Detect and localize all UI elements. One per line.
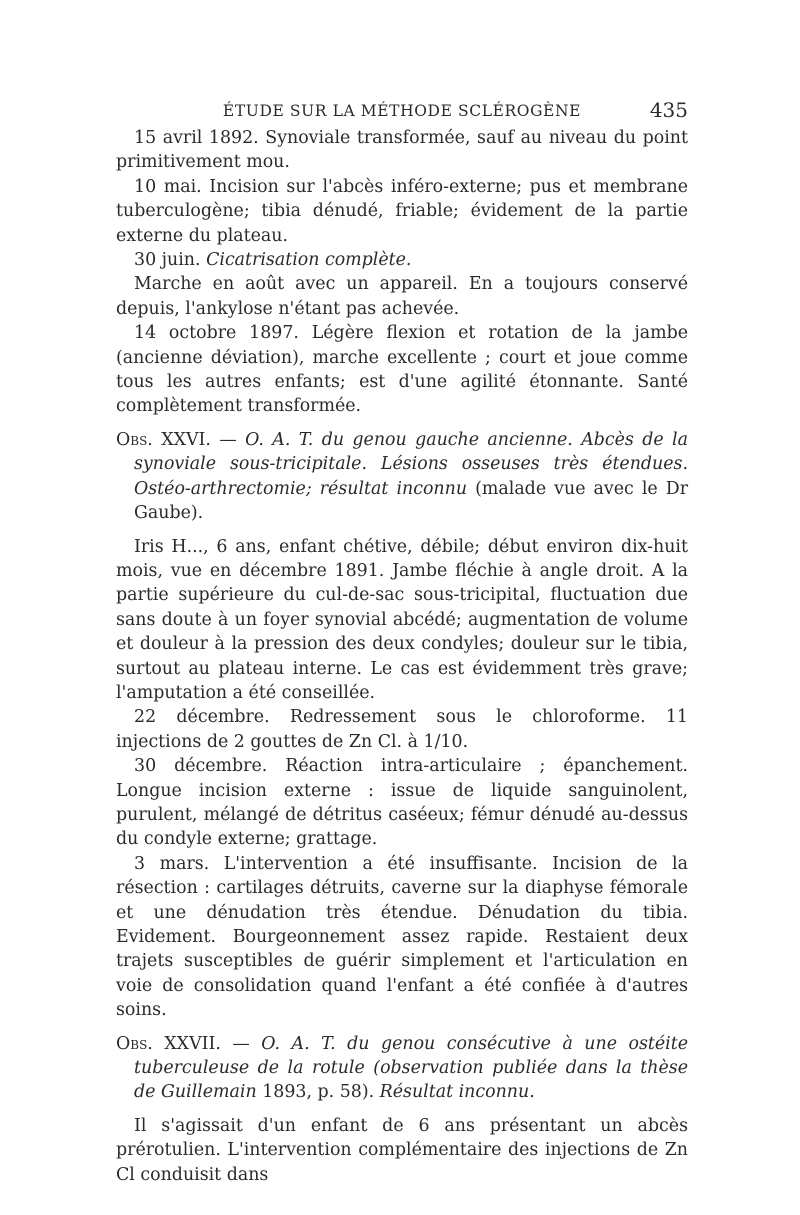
observation-note: (malade vue avec le Dr Gaube). [134,478,689,524]
observation-result: Résultat inconnu. [379,1082,535,1103]
running-title: ÉTUDE SUR LA MÉTHODE SCLÉROGÈNE [222,102,582,120]
observation-label: Obs. XXVI. [116,429,211,450]
observation-title: — O. A. T. du genou gauche ancienne. Abcès de la synoviale sous-tricipitale. Lésions osseuses très étendues. Ostéo-arthrectomie; résultat inconnu [134,429,688,499]
paragraph: Iris H..., 6 ans, enfant chétive, débile; début environ dix-huit mois, vue en décembre 1891. Jambe fléchie à angle droit. A la partie supérieure du cul-de-sac sous-tricipital, fluctuation due sans doute à un foyer synovial abcédé; augmentation de volume et douleur à la pression des deux condyles; douleur sur le tibia, surtout au plateau interne. Le cas est évidemment très grave; l'amputation a été conseillée. [116,536,688,703]
paragraph: 3 mars. L'intervention a été insuffisante. Incision de la résection : cartilages détruits, caverne sur la diaphyse fémorale et une dénudation très étendue. Dénudation du tibia. Evidement. Bourgeonnement assez rapide. Restaient deux trajets susceptibles de guérir simplement et l'articulation en voie de consolidation quand l'enfant a été confiée à d'autres soins. [116,853,688,1021]
observation-title: — O. A. T. du genou consécutive à une ostéite tuberculeuse de la rotule (observation publiée dans la thèse de Guillemain [134,1033,688,1103]
italic-text: Cicatrisation complète. [206,250,412,271]
page-number: 435 [649,98,688,122]
book-page [116,96,688,1187]
observation-label: Obs. XXVII. [116,1033,221,1054]
paragraph: 30 décembre. Réaction intra-articulaire ; épanchement. Longue incision externe : issue de liquide sanguinolent, purulent, mélangé de détritus caséeux; fémur dénudé au-dessus du condyle externe; grattage. [116,756,688,850]
observation-heading [116,1032,688,1105]
observation-note: 1893, p. 58). [262,1082,375,1103]
date-text: 30 juin. [134,250,201,271]
paragraph: Marche en août avec un appareil. En a toujours conservé depuis, l'ankylose n'étant pas achevée. [116,274,688,319]
paragraph: Il s'agissait d'un enfant de 6 ans présentant un abcès prérotulien. L'intervention complémentaire des injections de Zn Cl conduisit dans [116,1115,688,1185]
paragraph: 22 décembre. Redressement sous le chloroforme. 11 injections de 2 gouttes de Zn Cl. à 1/10. [116,707,688,752]
body-text [116,126,688,1187]
paragraph [116,248,688,272]
paragraph: 15 avril 1892. Synoviale transformée, sauf au niveau du point primitivement mou. [116,128,688,173]
paragraph: 10 mai. Incision sur l'abcès inféro-externe; pus et membrane tuberculogène; tibia dénudé, friable; évidement de la partie externe du plateau. [116,176,688,246]
running-header [116,96,688,126]
paragraph: 14 octobre 1897. Légère flexion et rotation de la jambe (ancienne déviation), marche excellente ; court et joue comme tous les autres enfants; est d'une agilité étonnante. Santé complètement transformée. [116,323,688,417]
observation-heading [116,428,688,526]
